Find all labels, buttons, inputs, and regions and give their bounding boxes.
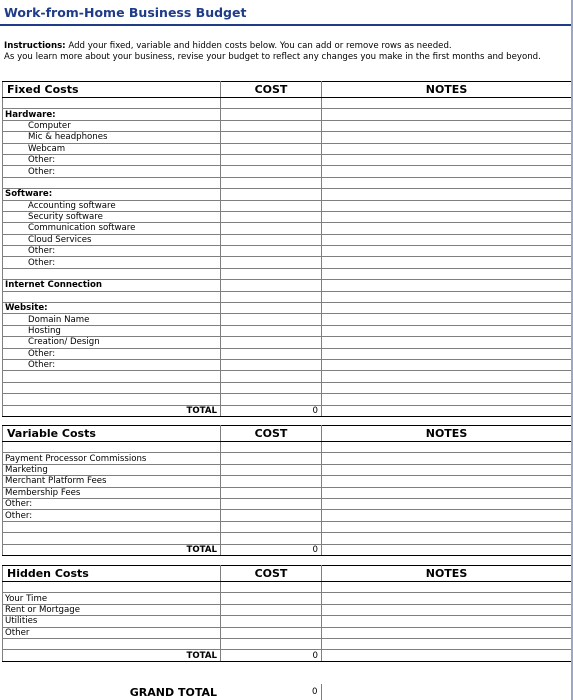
cost-cell[interactable] bbox=[221, 98, 322, 109]
cost-cell[interactable] bbox=[221, 314, 322, 325]
variable-costs-table bbox=[2, 425, 572, 556]
table-row bbox=[3, 189, 572, 200]
cost-cell[interactable] bbox=[221, 521, 322, 532]
cost-cell[interactable] bbox=[221, 442, 322, 453]
table-row bbox=[3, 291, 572, 302]
table-row bbox=[3, 593, 572, 604]
notes-cell[interactable] bbox=[322, 109, 572, 120]
item-label: Software: bbox=[3, 189, 221, 200]
item-label: Other: bbox=[3, 246, 221, 257]
item-cell[interactable] bbox=[3, 382, 221, 393]
item-cell[interactable] bbox=[3, 533, 221, 544]
table-row bbox=[3, 246, 572, 257]
table-row bbox=[3, 498, 572, 509]
fixed-heading: Fixed Costs bbox=[3, 82, 221, 98]
instructions-line-2: As you learn more about your business, revise your budget to reflect any changes you make in the first months and beyond. bbox=[4, 52, 541, 63]
notes-cell[interactable] bbox=[322, 189, 572, 200]
item-label: Mic & headphones bbox=[3, 132, 221, 143]
cost-cell[interactable] bbox=[221, 394, 322, 405]
item-label: Your Time bbox=[3, 593, 221, 604]
item-label: Webcam bbox=[3, 143, 221, 154]
item-label: Cloud Services bbox=[3, 234, 221, 245]
notes-cell[interactable] bbox=[322, 211, 572, 222]
table-row bbox=[3, 268, 572, 279]
notes-cell[interactable] bbox=[322, 487, 572, 498]
table-row bbox=[3, 627, 572, 638]
cost-cell[interactable] bbox=[221, 453, 322, 464]
notes-cell[interactable] bbox=[322, 582, 572, 593]
item-label: Computer bbox=[3, 120, 221, 131]
cost-cell[interactable] bbox=[221, 303, 322, 314]
item-label: Internet Connection bbox=[3, 280, 221, 291]
cost-cell[interactable] bbox=[221, 510, 322, 521]
item-label: Security software bbox=[3, 211, 221, 222]
cost-cell[interactable] bbox=[221, 382, 322, 393]
notes-cell[interactable] bbox=[322, 521, 572, 532]
cost-cell[interactable] bbox=[221, 268, 322, 279]
item-cell[interactable] bbox=[3, 268, 221, 279]
hidden-header-row bbox=[3, 566, 572, 582]
item-label: Other: bbox=[3, 498, 221, 509]
hidden-cost-header: COST bbox=[221, 566, 322, 582]
notes-cell[interactable] bbox=[322, 442, 572, 453]
variable-notes-header: NOTES bbox=[322, 426, 572, 442]
cost-cell[interactable] bbox=[221, 325, 322, 336]
variable-total-row bbox=[3, 544, 572, 555]
grand-total-notes bbox=[321, 684, 571, 700]
cost-cell[interactable] bbox=[221, 177, 322, 188]
item-label: Other: bbox=[3, 348, 221, 359]
table-row bbox=[3, 280, 572, 291]
cost-cell[interactable] bbox=[221, 348, 322, 359]
item-label: Marketing bbox=[3, 464, 221, 475]
hidden-total-row bbox=[3, 650, 572, 661]
notes-cell[interactable] bbox=[322, 533, 572, 544]
fixed-notes-header: NOTES bbox=[322, 82, 572, 98]
cost-cell[interactable] bbox=[221, 120, 322, 131]
item-cell[interactable] bbox=[3, 582, 221, 593]
table-row bbox=[3, 521, 572, 532]
notes-cell[interactable] bbox=[322, 268, 572, 279]
table-row bbox=[3, 223, 572, 234]
notes-cell[interactable] bbox=[322, 593, 572, 604]
notes-cell[interactable] bbox=[322, 382, 572, 393]
item-cell[interactable] bbox=[3, 177, 221, 188]
notes-cell[interactable] bbox=[322, 359, 572, 370]
table-row bbox=[3, 211, 572, 222]
hidden-total-label: TOTAL bbox=[3, 650, 221, 661]
table-row bbox=[3, 638, 572, 649]
cost-cell[interactable] bbox=[221, 143, 322, 154]
title-divider bbox=[0, 24, 573, 26]
notes-cell[interactable] bbox=[322, 405, 572, 416]
item-label: Other: bbox=[3, 510, 221, 521]
table-row bbox=[3, 604, 572, 615]
notes-cell[interactable] bbox=[322, 280, 572, 291]
cost-cell[interactable] bbox=[221, 371, 322, 382]
variable-cost-header: COST bbox=[221, 426, 322, 442]
table-row bbox=[3, 616, 572, 627]
hidden-costs-table bbox=[2, 565, 572, 662]
notes-cell[interactable] bbox=[322, 154, 572, 165]
cost-cell[interactable] bbox=[221, 487, 322, 498]
item-cell[interactable] bbox=[3, 394, 221, 405]
fixed-costs-table bbox=[2, 81, 572, 417]
item-label: Other: bbox=[3, 257, 221, 268]
hidden-total-value[interactable]: 0 bbox=[221, 650, 322, 661]
notes-cell[interactable] bbox=[322, 303, 572, 314]
notes-cell[interactable] bbox=[322, 177, 572, 188]
item-cell[interactable] bbox=[3, 442, 221, 453]
notes-cell[interactable] bbox=[322, 143, 572, 154]
notes-cell[interactable] bbox=[322, 627, 572, 638]
cost-cell[interactable] bbox=[221, 616, 322, 627]
notes-cell[interactable] bbox=[322, 257, 572, 268]
notes-cell[interactable] bbox=[322, 98, 572, 109]
cost-cell[interactable] bbox=[221, 498, 322, 509]
notes-cell[interactable] bbox=[322, 604, 572, 615]
notes-cell[interactable] bbox=[322, 650, 572, 661]
cost-cell[interactable] bbox=[221, 257, 322, 268]
item-label: Creation/ Design bbox=[3, 337, 221, 348]
cost-cell[interactable] bbox=[221, 604, 322, 615]
item-cell[interactable] bbox=[3, 638, 221, 649]
notes-cell[interactable] bbox=[322, 638, 572, 649]
instructions-line-1: Add your fixed, variable and hidden costs below. You can add or remove rows as needed. bbox=[65, 41, 452, 51]
table-row bbox=[3, 582, 572, 593]
notes-cell[interactable] bbox=[322, 234, 572, 245]
grand-total-table bbox=[2, 684, 571, 700]
item-label: Hosting bbox=[3, 325, 221, 336]
cost-cell[interactable] bbox=[221, 166, 322, 177]
table-row bbox=[3, 464, 572, 475]
item-label: Communication software bbox=[3, 223, 221, 234]
cost-cell[interactable] bbox=[221, 464, 322, 475]
cost-cell[interactable] bbox=[221, 109, 322, 120]
notes-cell[interactable] bbox=[322, 314, 572, 325]
cost-cell[interactable] bbox=[221, 627, 322, 638]
notes-cell[interactable] bbox=[322, 498, 572, 509]
table-row bbox=[3, 476, 572, 487]
grand-total-value[interactable]: 0 bbox=[220, 684, 321, 700]
table-row bbox=[3, 143, 572, 154]
table-row bbox=[3, 359, 572, 370]
item-label: Hardware: bbox=[3, 109, 221, 120]
item-label: Membership Fees bbox=[3, 487, 221, 498]
notes-cell[interactable] bbox=[322, 464, 572, 475]
cost-cell[interactable] bbox=[221, 200, 322, 211]
cost-cell[interactable] bbox=[221, 246, 322, 257]
variable-total-value[interactable]: 0 bbox=[221, 544, 322, 555]
notes-cell[interactable] bbox=[322, 200, 572, 211]
notes-cell[interactable] bbox=[322, 348, 572, 359]
cost-cell[interactable] bbox=[221, 280, 322, 291]
fixed-total-row bbox=[3, 405, 572, 416]
table-row bbox=[3, 394, 572, 405]
item-label: Website: bbox=[3, 303, 221, 314]
table-row bbox=[3, 533, 572, 544]
table-row bbox=[3, 442, 572, 453]
cost-cell[interactable] bbox=[221, 132, 322, 143]
fixed-cost-header: COST bbox=[221, 82, 322, 98]
cost-cell[interactable] bbox=[221, 234, 322, 245]
cost-cell[interactable] bbox=[221, 533, 322, 544]
table-row bbox=[3, 234, 572, 245]
table-row bbox=[3, 257, 572, 268]
cost-cell[interactable] bbox=[221, 582, 322, 593]
table-row bbox=[3, 120, 572, 131]
variable-header-row bbox=[3, 426, 572, 442]
notes-cell[interactable] bbox=[322, 453, 572, 464]
item-cell[interactable] bbox=[3, 98, 221, 109]
notes-cell[interactable] bbox=[322, 616, 572, 627]
table-row bbox=[3, 382, 572, 393]
fixed-total-label: TOTAL bbox=[3, 405, 221, 416]
table-row bbox=[3, 200, 572, 211]
table-row bbox=[3, 487, 572, 498]
table-row bbox=[3, 132, 572, 143]
notes-cell[interactable] bbox=[322, 371, 572, 382]
cost-cell[interactable] bbox=[221, 337, 322, 348]
notes-cell[interactable] bbox=[322, 246, 572, 257]
notes-cell[interactable] bbox=[322, 325, 572, 336]
table-row bbox=[3, 177, 572, 188]
notes-cell[interactable] bbox=[322, 510, 572, 521]
fixed-total-value[interactable]: 0 bbox=[221, 405, 322, 416]
cost-cell[interactable] bbox=[221, 291, 322, 302]
table-row bbox=[3, 98, 572, 109]
item-label: Rent or Mortgage bbox=[3, 604, 221, 615]
table-row bbox=[3, 154, 572, 165]
cost-cell[interactable] bbox=[221, 223, 322, 234]
cost-cell[interactable] bbox=[221, 189, 322, 200]
item-cell[interactable] bbox=[3, 521, 221, 532]
notes-cell[interactable] bbox=[322, 476, 572, 487]
table-row bbox=[3, 337, 572, 348]
item-cell[interactable] bbox=[3, 291, 221, 302]
notes-cell[interactable] bbox=[322, 544, 572, 555]
cost-cell[interactable] bbox=[221, 593, 322, 604]
notes-cell[interactable] bbox=[322, 337, 572, 348]
variable-heading: Variable Costs bbox=[3, 426, 221, 442]
item-label: Utilities bbox=[3, 616, 221, 627]
instructions-label: Instructions: bbox=[4, 41, 66, 51]
grand-total-row bbox=[2, 684, 571, 700]
fixed-header-row bbox=[3, 82, 572, 98]
cost-cell[interactable] bbox=[221, 211, 322, 222]
instructions bbox=[4, 41, 572, 64]
grand-total-label: GRAND TOTAL bbox=[129, 685, 217, 699]
table-row bbox=[3, 453, 572, 464]
item-label: Payment Processor Commissions bbox=[3, 453, 221, 464]
item-label: Other: bbox=[3, 166, 221, 177]
variable-total-label: TOTAL bbox=[3, 544, 221, 555]
item-cell[interactable] bbox=[3, 371, 221, 382]
table-row bbox=[3, 371, 572, 382]
cost-cell[interactable] bbox=[221, 154, 322, 165]
item-label: Other bbox=[3, 627, 221, 638]
table-row bbox=[3, 166, 572, 177]
item-label: Other: bbox=[3, 359, 221, 370]
cost-cell[interactable] bbox=[221, 359, 322, 370]
table-row bbox=[3, 314, 572, 325]
notes-cell[interactable] bbox=[322, 394, 572, 405]
page-title: Work-from-Home Business Budget bbox=[4, 5, 247, 20]
item-label: Other: bbox=[3, 154, 221, 165]
notes-cell[interactable] bbox=[322, 223, 572, 234]
cost-cell[interactable] bbox=[221, 476, 322, 487]
item-label: Accounting software bbox=[3, 200, 221, 211]
hidden-notes-header: NOTES bbox=[322, 566, 572, 582]
table-row bbox=[3, 510, 572, 521]
cost-cell[interactable] bbox=[221, 638, 322, 649]
table-row bbox=[3, 348, 572, 359]
table-row bbox=[3, 325, 572, 336]
item-label: Merchant Platform Fees bbox=[3, 476, 221, 487]
notes-cell[interactable] bbox=[322, 291, 572, 302]
notes-cell[interactable] bbox=[322, 166, 572, 177]
item-label: Domain Name bbox=[3, 314, 221, 325]
table-row bbox=[3, 109, 572, 120]
notes-cell[interactable] bbox=[322, 120, 572, 131]
notes-cell[interactable] bbox=[322, 132, 572, 143]
hidden-heading: Hidden Costs bbox=[3, 566, 221, 582]
table-row bbox=[3, 303, 572, 314]
